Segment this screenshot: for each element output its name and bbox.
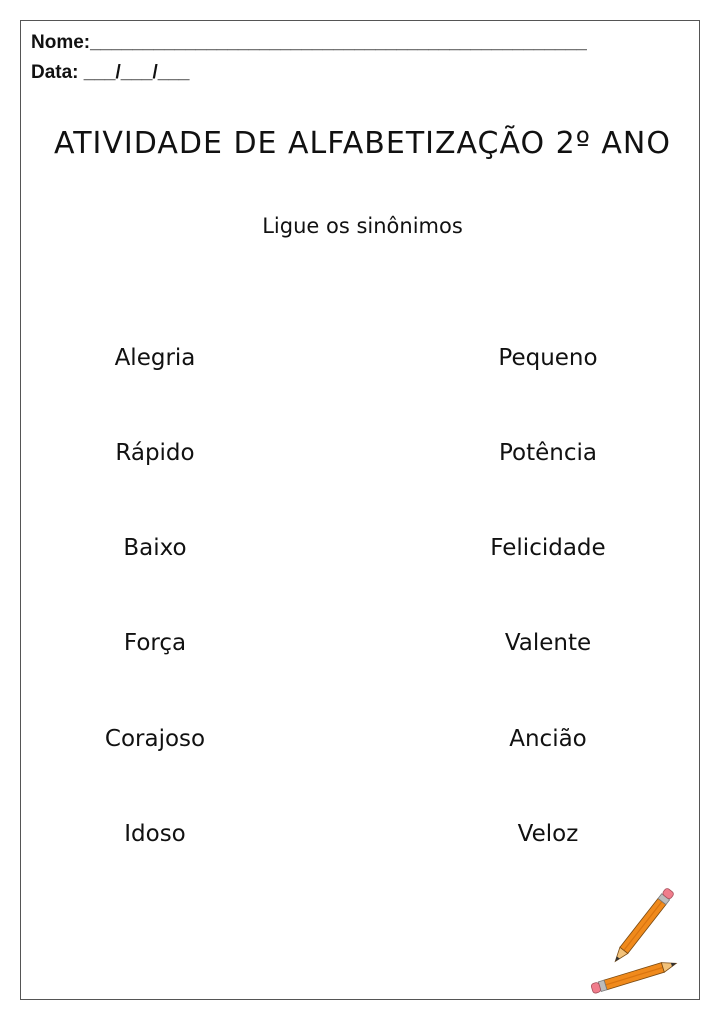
left-word: Rápido: [115, 440, 195, 466]
right-word: Veloz: [517, 821, 579, 847]
page-title: ATIVIDADE DE ALFABETIZAÇÃO 2º ANO: [54, 126, 671, 161]
right-word: Potência: [499, 440, 597, 466]
left-word: Idoso: [124, 821, 186, 847]
worksheet-border: [20, 20, 700, 1000]
date-field-line: Data: ___/___/___: [31, 62, 190, 83]
pencils-icon: [588, 884, 700, 996]
left-word: Força: [123, 630, 187, 656]
right-word: Pequeno: [498, 345, 598, 371]
left-word: Baixo: [123, 535, 187, 561]
right-word: Ancião: [509, 726, 587, 752]
right-word: Valente: [504, 630, 592, 656]
right-word: Felicidade: [490, 535, 606, 561]
instruction-text: Ligue os sinônimos: [262, 214, 463, 238]
left-word: Alegria: [114, 345, 196, 371]
name-field-line: Nome:_______________________________________________: [31, 32, 587, 53]
left-word: Corajoso: [104, 726, 206, 752]
